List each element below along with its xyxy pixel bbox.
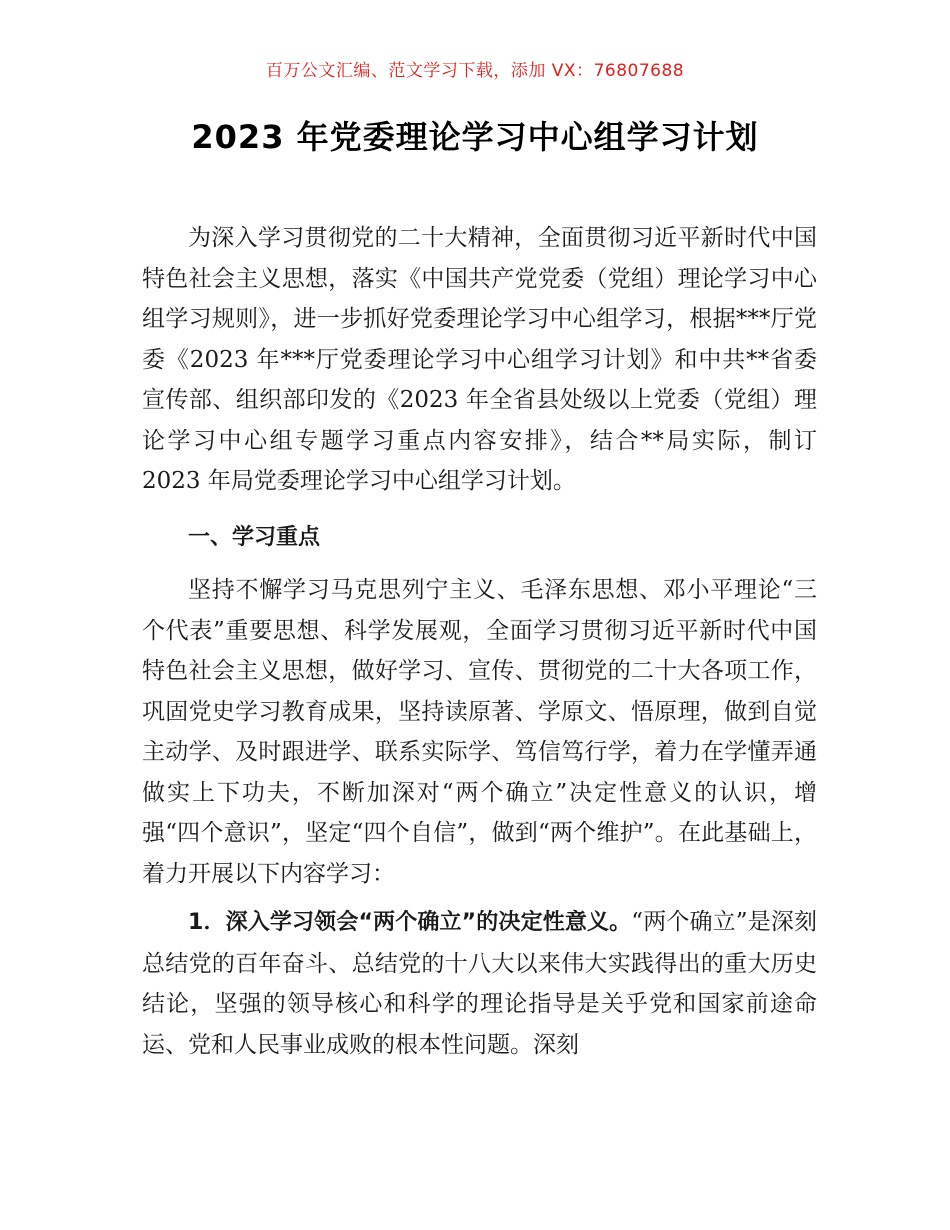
section-heading: 一、学习重点 [188,524,321,550]
watermark-header: 百万公文汇编、范文学习下载，添加 VX：76807688 [265,61,685,81]
document-body [142,218,817,1065]
item-paragraph [142,902,817,1065]
section-paragraph: 坚持不懈学习马克思列宁主义、毛泽东思想、邓小平理论“三个代表”重要思想、科学发展观，全面学习贯彻习近平新时代中国特色社会主义思想，做好学习、宣传、贯彻党的二十大各项工作，巩固党史学习教育成果，坚持读原著、学原文、悟原理，做到自觉主动学、及时跟进学、联系实际学、笃信笃行学，着力在学懂弄通做实上下功夫，不断加深对“两个确立”决定性意义的认识，增强“四个意识”，坚定“四个自信”，做到“两个维护”。在此基础上，着力开展以下内容学习： [142,577,817,887]
intro-paragraph: 为深入学习贯彻党的二十大精神，全面贯彻习近平新时代中国特色社会主义思想，落实《中国共产党党委（党组）理论学习中心组学习规则》，进一步抓好党委理论学习中心组学习，根据***厅党委《2023 年***厅党委理论学习中心组学习计划》和中共**省委宣传部、组织部印发的《2023 年全省县处级以上党委（党组）理论学习中心组专题学习重点内容安排》，结合**局实际，制订 2023 年局党委理论学习中心组学习计划。 [142,225,817,494]
item-lead: 1．深入学习领会“两个确立”的决定性意义。 [188,910,632,935]
document-title: 2023 年党委理论学习中心组学习计划 [191,118,759,156]
item-body: “两个确立”是深刻总结党的百年奋斗、总结党的十八大以来伟大实践得出的重大历史结论，坚强的领导核心和科学的理论指导是关乎党和国家前途命运、党和人民事业成败的根本性问题。深刻 [142,909,817,1058]
